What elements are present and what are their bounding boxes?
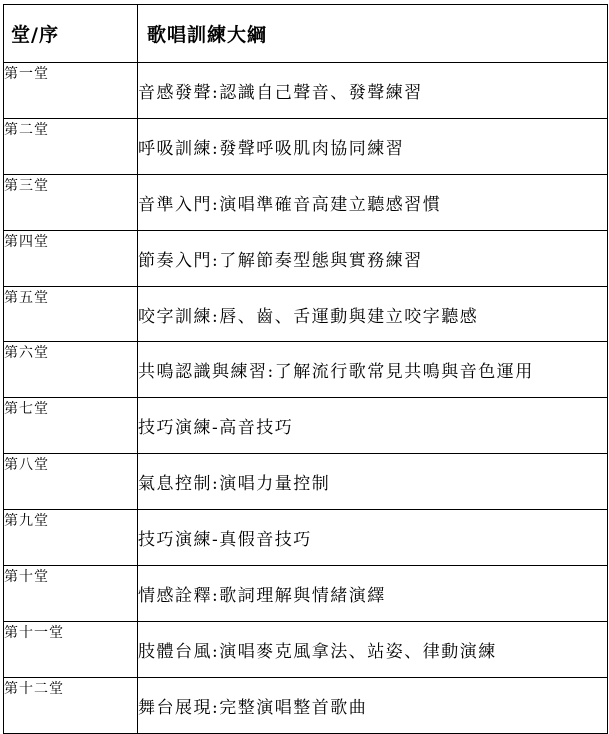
lesson-content-cell: 技巧演練-高音技巧 [138,398,608,454]
table-body [4,63,608,734]
session-cell: 第九堂 [4,510,138,566]
table-row [4,398,608,454]
lesson-content-cell: 情感詮釋:歌詞理解與情緒演繹 [138,566,608,622]
lesson-content-cell: 肢體台風:演唱麥克風拿法、站姿、律動演練 [138,621,608,677]
lesson-content-cell: 共鳴認識與練習:了解流行歌常見共鳴與音色運用 [138,342,608,398]
session-cell: 第七堂 [4,398,138,454]
outline-column-header: 歌唱訓練大綱 [138,5,608,63]
session-cell: 第五堂 [4,286,138,342]
session-cell: 第六堂 [4,342,138,398]
session-cell: 第十堂 [4,566,138,622]
table-row [4,566,608,622]
table-row [4,63,608,119]
table-row [4,677,608,733]
session-cell: 第八堂 [4,454,138,510]
lesson-content-cell: 技巧演練-真假音技巧 [138,510,608,566]
table-row [4,118,608,174]
table-row [4,621,608,677]
lesson-content-cell: 節奏入門:了解節奏型態與實務練習 [138,230,608,286]
table-header-row [4,5,608,63]
lesson-content-cell: 咬字訓練:唇、齒、舌運動與建立咬字聽感 [138,286,608,342]
table-row [4,510,608,566]
session-column-header: 堂/序 [4,5,138,63]
session-cell: 第十一堂 [4,621,138,677]
table-row [4,286,608,342]
lesson-content-cell: 氣息控制:演唱力量控制 [138,454,608,510]
syllabus-table [3,4,608,734]
lesson-content-cell: 音感發聲:認識自己聲音、發聲練習 [138,63,608,119]
lesson-content-cell: 舞台展現:完整演唱整首歌曲 [138,677,608,733]
lesson-content-cell: 呼吸訓練:發聲呼吸肌肉協同練習 [138,118,608,174]
lesson-content-cell: 音準入門:演唱準確音高建立聽感習慣 [138,174,608,230]
table-row [4,230,608,286]
session-cell: 第二堂 [4,118,138,174]
table-row [4,342,608,398]
session-cell: 第十二堂 [4,677,138,733]
table-row [4,174,608,230]
session-cell: 第三堂 [4,174,138,230]
session-cell: 第四堂 [4,230,138,286]
table-row [4,454,608,510]
session-cell: 第一堂 [4,63,138,119]
